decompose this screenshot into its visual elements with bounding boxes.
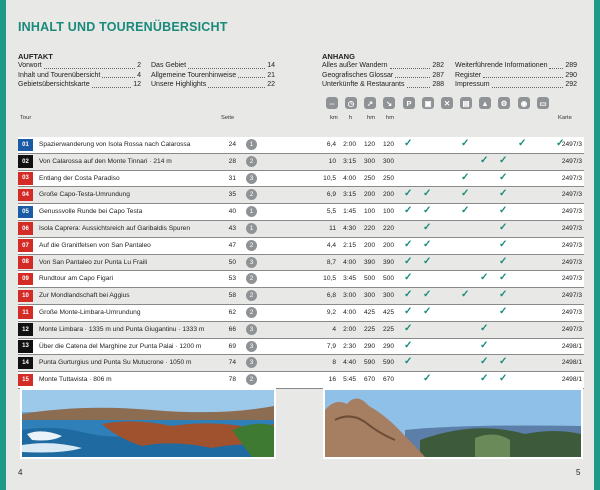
tour-row[interactable]: [18, 204, 584, 221]
check-icon: ✓: [404, 205, 413, 217]
difficulty-icon: 2: [246, 290, 257, 301]
check-icon: ✓: [499, 272, 508, 284]
tour-duration: 2:00: [343, 325, 356, 333]
tour-number-badge: 01: [18, 139, 33, 152]
check-icon: ✓: [423, 238, 432, 250]
tour-page: 40: [228, 208, 236, 216]
tour-duration: 4:00: [343, 308, 356, 316]
tour-name[interactable]: Entlang der Costa Paradiso: [39, 174, 120, 182]
toc-entry-page: 4: [137, 71, 141, 79]
tour-name[interactable]: Auf die Granitfelsen von San Pantaleo: [39, 241, 151, 249]
tour-ascent: 500: [363, 275, 375, 283]
tour-ascent: 300: [363, 157, 375, 165]
auftakt-toc-column-1: [18, 61, 141, 90]
toc-leader-dots: [92, 80, 132, 88]
tour-duration: 4:00: [343, 258, 356, 266]
tour-ascent: 590: [363, 359, 375, 367]
tour-descent: 290: [382, 342, 394, 350]
tour-duration: 3:45: [343, 275, 356, 283]
tour-page: 78: [228, 376, 236, 384]
tour-map-number: 2497/3: [561, 241, 582, 249]
bicycle-icon: ⚙: [498, 97, 510, 109]
tour-duration: 2:30: [343, 342, 356, 350]
auftakt-toc-column-2: [151, 61, 275, 90]
check-icon: ✓: [499, 305, 508, 317]
toc-leader-dots: [44, 61, 135, 69]
tour-duration: 1:45: [343, 208, 356, 216]
toc-leader-dots: [483, 71, 563, 79]
check-icon: ✓: [404, 188, 413, 200]
tour-ascent: 225: [363, 325, 375, 333]
tour-page: 47: [228, 241, 236, 249]
toc-entry-title: Alles außer Wandern: [322, 62, 388, 69]
tour-name[interactable]: Isola Caprera: Aussichtsreich auf Garibaldis Spuren: [39, 224, 190, 232]
tour-ascent: 100: [363, 208, 375, 216]
toc-leader-dots: [390, 61, 431, 69]
check-icon: ✓: [461, 289, 470, 301]
toc-entry-title: Register: [455, 71, 482, 79]
toc-entry-page: 2: [137, 62, 141, 69]
right-edge-band: [594, 0, 600, 490]
col-karte-label: Karte: [558, 115, 572, 121]
tour-page: 35: [228, 191, 236, 199]
check-icon: ✓: [556, 138, 565, 149]
difficulty-icon: 3: [246, 173, 257, 184]
tour-number-badge: 05: [18, 206, 33, 219]
tour-name[interactable]: Von Calarossa auf den Monte Tinnari · 214 m: [39, 157, 172, 165]
check-icon: ✓: [480, 339, 489, 351]
anhang-heading: ANHANG: [322, 52, 355, 61]
toc-entry[interactable]: [151, 61, 275, 71]
tour-ascent: 300: [363, 292, 375, 300]
anhang-toc-column-2: [455, 61, 577, 90]
tour-duration: 4:40: [343, 359, 356, 367]
col-seite-label: Seite: [221, 115, 235, 121]
tour-ascent: 390: [363, 258, 375, 266]
tour-map-number: 2497/3: [561, 292, 582, 300]
tour-name[interactable]: Große Capo-Testa-Umrundung: [39, 191, 130, 199]
difficulty-icon: 3: [246, 357, 257, 368]
check-icon: ✓: [499, 373, 508, 385]
tour-ascent: 200: [363, 241, 375, 249]
tour-descent: 120: [382, 141, 394, 148]
tour-descent: 225: [382, 325, 394, 333]
tour-duration: 2:15: [343, 241, 356, 249]
toc-entry-title: Unsere Highlights: [151, 81, 207, 89]
check-icon: ✓: [499, 289, 508, 301]
tour-row[interactable]: [18, 271, 584, 288]
left-edge-band: [0, 0, 6, 490]
tour-km: 6,8: [326, 292, 336, 300]
check-icon: ✓: [499, 356, 508, 368]
check-icon: ✓: [404, 255, 413, 267]
tour-map-number: 2498/1: [561, 376, 582, 384]
toc-entry-page: 14: [267, 62, 275, 69]
tour-duration: 4:30: [343, 224, 356, 232]
tour-map-number: 2497/3: [561, 275, 582, 283]
car-icon: ▭: [537, 97, 549, 109]
tour-name[interactable]: Spazierwanderung von Isola Rossa nach Calarossa: [39, 141, 191, 148]
tour-row[interactable]: [18, 154, 584, 171]
tour-number-badge: 08: [18, 256, 33, 269]
difficulty-icon: 2: [246, 156, 257, 167]
descent-icon: ↘: [383, 97, 395, 109]
tour-row[interactable]: [18, 171, 584, 188]
anhang-toc-column-1: [322, 61, 444, 90]
ascent-icon: ↗: [364, 97, 376, 109]
tour-name[interactable]: Über die Catena del Marghine zur Punta Palai · 1200 m: [39, 342, 202, 350]
difficulty-icon: 3: [246, 341, 257, 352]
check-icon: ✓: [461, 205, 470, 217]
col-hm-down-label: hm: [386, 115, 395, 121]
tour-descent: 220: [382, 224, 394, 232]
check-icon: ✓: [423, 255, 432, 267]
tour-page: 31: [228, 174, 236, 182]
difficulty-icon: 1: [246, 206, 257, 217]
km-icon: ⇔: [326, 97, 338, 109]
tour-map-number: 2498/1: [561, 342, 582, 350]
toc-leader-dots: [208, 80, 265, 88]
tour-name[interactable]: Genussvolle Runde bei Capo Testa: [39, 208, 143, 216]
col-hm-up-label: hm: [367, 115, 376, 121]
tour-km: 10,5: [323, 174, 336, 182]
tour-km: 8: [332, 359, 336, 367]
toc-entry[interactable]: [455, 80, 577, 90]
tour-ascent: 220: [363, 224, 375, 232]
toc-entry[interactable]: [18, 71, 141, 81]
tour-duration: 2:00: [343, 141, 356, 148]
check-icon: ✓: [404, 289, 413, 301]
check-icon: ✓: [404, 272, 413, 284]
check-icon: ✓: [480, 272, 489, 284]
tour-number-badge: 02: [18, 155, 33, 168]
tour-row[interactable]: [18, 355, 584, 372]
toc-entry-page: 21: [267, 71, 275, 79]
tour-table: [18, 137, 584, 389]
tour-duration: 3:15: [343, 157, 356, 165]
tour-map-number: 2497/3: [561, 224, 582, 232]
tour-number-badge: 06: [18, 222, 33, 235]
check-icon: ✓: [423, 188, 432, 200]
toc-leader-dots: [492, 80, 564, 88]
toc-entry-title: Vorwort: [18, 62, 42, 69]
tour-km: 9,2: [326, 308, 336, 316]
tour-map-number: 2497/3: [561, 208, 582, 216]
tour-duration: 3:00: [343, 292, 356, 300]
tour-km: 10: [328, 157, 336, 165]
toc-leader-dots: [188, 61, 265, 69]
toc-entry[interactable]: [18, 61, 141, 71]
tour-row[interactable]: [18, 339, 584, 356]
tour-row[interactable]: [18, 238, 584, 255]
tour-number-badge: 14: [18, 357, 33, 370]
tour-descent: 250: [382, 174, 394, 182]
toc-entry-page: 287: [432, 71, 444, 79]
check-icon: ✓: [499, 221, 508, 233]
toc-entry-page: 288: [432, 81, 444, 89]
check-icon: ✓: [423, 205, 432, 217]
tour-page: 50: [228, 258, 236, 266]
toc-entry-title: Unterkünfte & Restaurants: [322, 81, 405, 89]
tour-ascent: 120: [363, 141, 375, 148]
check-icon: ✓: [480, 356, 489, 368]
tour-name[interactable]: Monte Tuttavista · 806 m: [39, 376, 112, 384]
tour-page: 66: [228, 325, 236, 333]
check-icon: ✓: [499, 255, 508, 267]
page-number-right: 5: [576, 468, 581, 477]
col-tour-label: Tour: [20, 115, 32, 121]
toc-entry-page: 292: [565, 81, 577, 89]
toc-entry[interactable]: [151, 71, 275, 81]
toc-entry-page: 282: [432, 62, 444, 69]
tour-number-badge: 10: [18, 290, 33, 303]
tour-descent: 300: [382, 292, 394, 300]
tour-map-number: 2498/1: [561, 359, 582, 367]
tour-ascent: 425: [363, 308, 375, 316]
check-icon: ✓: [404, 305, 413, 317]
toc-entry[interactable]: [151, 80, 275, 90]
toc-entry[interactable]: [322, 80, 444, 90]
toc-entry-page: 289: [565, 62, 577, 69]
tour-page: 74: [228, 359, 236, 367]
toc-entry-page: 12: [133, 81, 141, 89]
tour-map-number: 2497/3: [561, 258, 582, 266]
tour-ascent: 670: [363, 376, 375, 384]
toc-entry[interactable]: [455, 61, 577, 71]
check-icon: ✓: [480, 322, 489, 334]
toc-entry[interactable]: [18, 80, 141, 90]
difficulty-icon: 1: [246, 139, 257, 150]
toc-leader-dots: [102, 71, 135, 79]
toc-entry-page: 22: [267, 81, 275, 89]
check-icon: ✓: [480, 373, 489, 385]
check-icon: ✓: [423, 289, 432, 301]
toc-entry-title: Allgemeine Tourenhinweise: [151, 71, 237, 79]
difficulty-icon: 1: [246, 223, 257, 234]
tour-number-badge: 11: [18, 306, 33, 319]
toc-leader-dots: [238, 71, 265, 79]
difficulty-icon: 2: [246, 240, 257, 251]
tour-descent: 300: [382, 157, 394, 165]
col-h-label: h: [349, 115, 353, 121]
tour-page: 53: [228, 275, 236, 283]
parking-icon: P: [403, 97, 415, 109]
tour-number-badge: 09: [18, 273, 33, 286]
difficulty-icon: 2: [246, 273, 257, 284]
check-icon: ✓: [461, 188, 470, 200]
check-icon: ✓: [499, 188, 508, 200]
restaurant-icon: ✕: [441, 97, 453, 109]
tour-map-number: 2497/3: [561, 191, 582, 199]
tour-number-badge: 07: [18, 239, 33, 252]
tour-descent: 390: [382, 258, 394, 266]
tour-map-number: 2497/3: [561, 141, 582, 148]
tour-name[interactable]: Zur Mondlandschaft bei Aggius: [39, 292, 130, 300]
tour-descent: 100: [382, 208, 394, 216]
tour-page: 58: [228, 292, 236, 300]
tour-number-badge: 15: [18, 374, 33, 387]
tour-descent: 500: [382, 275, 394, 283]
tour-km: 4,4: [326, 241, 336, 249]
tour-name[interactable]: Große Monte-Limbara-Umrundung: [39, 308, 141, 316]
tour-ascent: 200: [363, 191, 375, 199]
tour-km: 4: [332, 325, 336, 333]
tour-name[interactable]: Rundtour am Capo Figari: [39, 275, 114, 283]
check-icon: ✓: [423, 373, 432, 385]
tour-row[interactable]: [18, 221, 584, 238]
check-icon: ✓: [404, 322, 413, 334]
toc-entry-title: Gebietsübersichtskarte: [18, 81, 90, 89]
check-icon: ✓: [499, 154, 508, 166]
toc-entry-title: Geografisches Glossar: [322, 71, 394, 79]
toc-entry-title: Impressum: [455, 81, 490, 89]
toc-entry[interactable]: [322, 71, 444, 81]
camera-icon: ◉: [518, 97, 530, 109]
tour-descent: 425: [382, 308, 394, 316]
tour-map-number: 2497/3: [561, 157, 582, 165]
tour-km: 8,7: [326, 258, 336, 266]
mountain-photo-right: [323, 388, 583, 459]
check-icon: ✓: [480, 154, 489, 166]
tour-ascent: 250: [363, 174, 375, 182]
difficulty-icon: 2: [246, 189, 257, 200]
tour-row[interactable]: [18, 305, 584, 322]
coast-photo-left: [20, 388, 276, 459]
toc-entry-page: 290: [565, 71, 577, 79]
toc-entry[interactable]: [455, 71, 577, 81]
auftakt-heading: AUFTAKT: [18, 52, 53, 61]
tour-page: 28: [228, 157, 236, 165]
summit-icon: ▲: [479, 97, 491, 109]
tour-number-badge: 03: [18, 172, 33, 185]
page-number-left: 4: [18, 468, 23, 477]
difficulty-icon: 2: [246, 307, 257, 318]
tour-descent: 200: [382, 241, 394, 249]
tour-name[interactable]: Punta Gurturgius und Punta Su Mutucrone · 1050 m: [39, 359, 192, 367]
tour-row[interactable]: [18, 372, 584, 389]
clock-icon: ◷: [345, 97, 357, 109]
tour-page: 24: [228, 141, 236, 148]
tour-duration: 5:45: [343, 376, 356, 384]
toc-leader-dots: [549, 61, 563, 69]
check-icon: ✓: [499, 171, 508, 183]
tour-row[interactable]: [18, 288, 584, 305]
check-icon: ✓: [461, 171, 470, 183]
check-icon: ✓: [499, 205, 508, 217]
tour-row[interactable]: [18, 255, 584, 272]
toc-entry-title: Das Gebiet: [151, 62, 187, 69]
toc-leader-dots: [407, 80, 431, 88]
tour-number-badge: 04: [18, 189, 33, 202]
tour-descent: 200: [382, 191, 394, 199]
page-title: INHALT UND TOURENÜBERSICHT: [18, 20, 228, 34]
tour-descent: 670: [382, 376, 394, 384]
difficulty-icon: 2: [246, 374, 257, 385]
tour-row[interactable]: [18, 137, 584, 154]
tour-ascent: 290: [363, 342, 375, 350]
check-icon: ✓: [423, 305, 432, 317]
tour-descent: 590: [382, 359, 394, 367]
difficulty-icon: 3: [246, 257, 257, 268]
tour-km: 11: [329, 224, 336, 232]
check-icon: ✓: [461, 138, 470, 149]
toc-entry[interactable]: [322, 61, 444, 71]
toc-leader-dots: [395, 71, 430, 79]
tour-number-badge: 12: [18, 323, 33, 336]
check-icon: ✓: [404, 339, 413, 351]
tour-duration: 3:15: [343, 191, 356, 199]
check-icon: ✓: [404, 138, 413, 149]
tour-name[interactable]: Von San Pantaleo zur Punta Lu Fraili: [39, 258, 148, 266]
tour-row[interactable]: [18, 187, 584, 204]
check-icon: ✓: [423, 221, 432, 233]
tour-map-number: 2497/3: [561, 308, 582, 316]
check-icon: ✓: [499, 238, 508, 250]
toc-entry-title: Inhalt und Tourenübersicht: [18, 71, 101, 79]
tour-name[interactable]: Monte Limbara · 1335 m und Punta Giugantinu · 1333 m: [39, 325, 205, 333]
tour-km: 16: [328, 376, 336, 384]
tour-km: 6,9: [326, 191, 336, 199]
tour-page: 62: [228, 308, 236, 316]
tour-page: 69: [228, 342, 236, 350]
tour-row[interactable]: [18, 322, 584, 339]
bus-icon: ▣: [422, 97, 434, 109]
check-icon: ✓: [404, 238, 413, 250]
difficulty-icon: 3: [246, 324, 257, 335]
tour-km: 6,4: [326, 141, 336, 148]
tour-page: 43: [228, 224, 236, 232]
check-icon: ✓: [404, 356, 413, 368]
tour-km: 10,5: [323, 275, 336, 283]
tour-map-number: 2497/3: [561, 325, 582, 333]
toc-entry-title: Weiterführende Informationen: [455, 62, 548, 69]
col-km-label: km: [330, 115, 338, 121]
tour-map-number: 2497/3: [561, 174, 582, 182]
tour-number-badge: 13: [18, 340, 33, 353]
tour-km: 5,5: [326, 208, 336, 216]
tour-duration: 4:00: [343, 174, 356, 182]
tour-km: 7,9: [326, 342, 336, 350]
bench-icon: ▤: [460, 97, 472, 109]
check-icon: ✓: [518, 138, 527, 149]
